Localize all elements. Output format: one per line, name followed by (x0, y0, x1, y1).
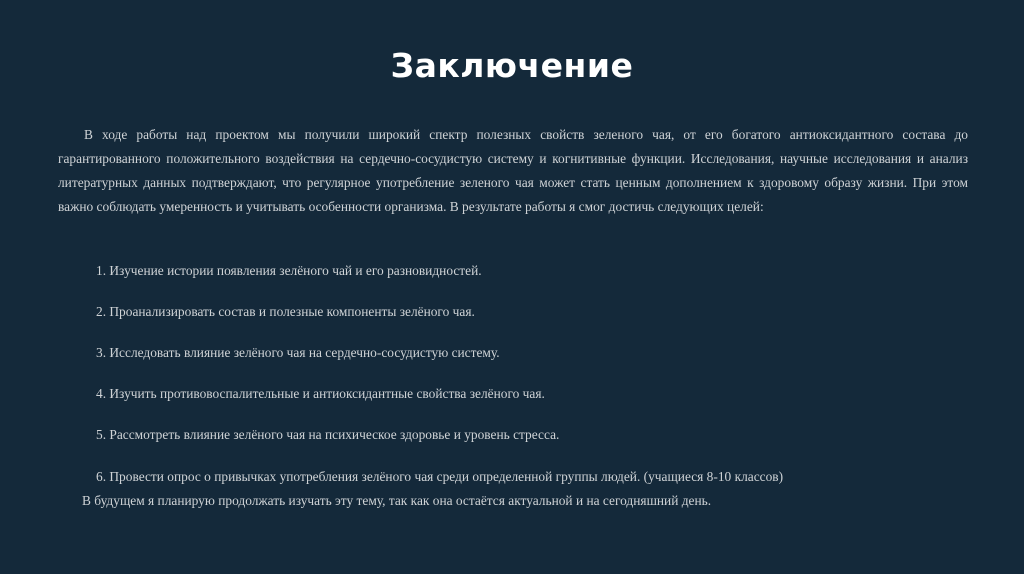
goal-item-4: 4. Изучить противовоспалительные и антиоксидантные свойства зелёного чая. (96, 386, 545, 401)
slide-body (58, 123, 968, 508)
goal-item-2: 2. Проанализировать состав и полезные компоненты зелёного чая. (96, 304, 475, 319)
goal-item-3: 3. Исследовать влияние зелёного чая на сердечно-сосудистую систему. (96, 345, 500, 360)
outro-paragraph: В будущем я планирую продолжать изучать эту тему, так как она остаётся актуальной и на сегодняшний день. (82, 493, 712, 508)
intro-paragraph: В ходе работы над проектом мы получили широкий спектр полезных свойств зеленого чая, от его богатого антиоксидантного состава до гарантированного положительного воздействия на сердечно-сосудистую систему и когнитивные функции. Исследования, научные исследования и анализ литературных данных подтверждают, что регулярное употребление зеленого чая может стать ценным дополнением к здоровому образу жизни. При этом важно соблюдать умеренность и учитывать особенности организма. В результате работы я смог достичь следующих целей: (58, 127, 968, 214)
goal-item-5: 5. Рассмотреть влияние зелёного чая на психическое здоровье и уровень стресса. (96, 427, 560, 442)
slide-title: Заключение (390, 46, 634, 85)
goal-item-1: 1. Изучение истории появления зелёного чай и его разновидностей. (96, 263, 482, 278)
goal-item-6: 6. Провести опрос о привычках употребления зелёного чая среди определенной группы людей. (учащиеся 8-10 классов) (96, 469, 784, 484)
